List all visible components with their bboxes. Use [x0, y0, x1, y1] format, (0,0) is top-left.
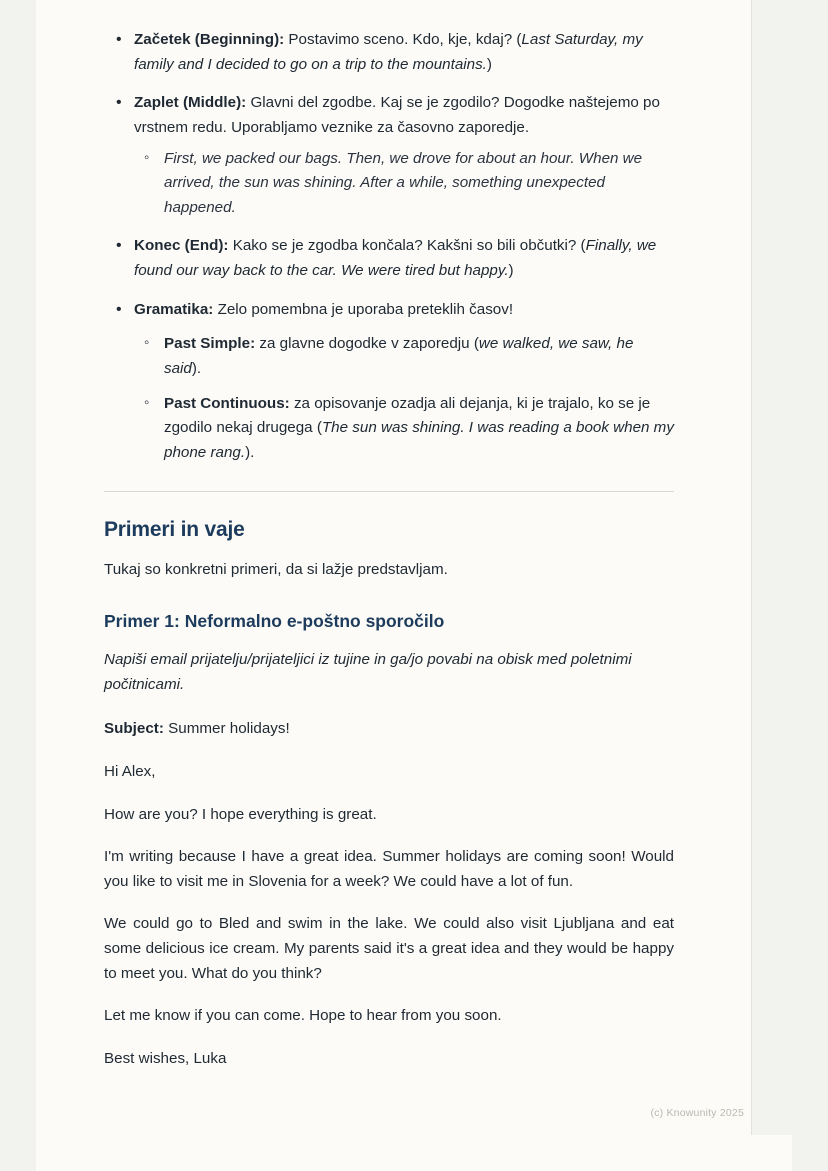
subject-value: Summer holidays!	[163, 720, 290, 738]
text-middle: Glavni del zgodbe. Kaj se je zgodilo? Dogodke naštejemo po vrstnem redu. Uporabljamo veznike za časovno zaporedje.	[134, 94, 660, 136]
list-item-end	[104, 234, 674, 283]
example-middle: First, we packed our bags. Then, we drove for about an hour. When we arrived, the sun was shining. After a while, something unexpected happened.	[164, 149, 643, 216]
list-item-beginning	[104, 28, 674, 77]
term-past-simple: Past Simple:	[164, 335, 256, 353]
term-middle: Zaplet (Middle):	[134, 94, 247, 112]
text-past-simple: za glavne dogodke v zaporedju (	[255, 335, 479, 353]
tail-past-simple: ).	[191, 359, 202, 377]
example-prompt: Napiši email prijatelju/prijateljici iz tujine in ga/jo povabi na obisk med poletnimi počitnicami.	[104, 651, 632, 693]
email-closing: Best wishes, Luka	[104, 1049, 227, 1067]
tail-past-continuous: ).	[245, 443, 255, 461]
tail-beginning: )	[486, 55, 492, 73]
term-beginning: Začetek (Beginning):	[134, 31, 285, 48]
text-beginning: Postavimo sceno. Kdo, kje, kdaj? (	[284, 31, 522, 48]
middle-sublist	[134, 147, 674, 221]
email-paragraph-2: I'm writing because I have a great idea. Summer holidays are coming soon! Would you like to visit me in Slovenia for a week? We could have a lot of fun.	[104, 848, 674, 890]
example-beginning: Last Saturday, my family and I decided to go on a trip to the mountains.	[134, 31, 643, 73]
email-greeting: Hi Alex,	[104, 762, 156, 780]
list-item-middle-example	[134, 147, 674, 221]
section-title: Primeri in vaje	[104, 518, 245, 542]
example-past-simple: we walked, we saw, he said	[164, 335, 634, 377]
example-end: Finally, we found our way back to the car. We were tired but happy.	[134, 237, 657, 279]
document-page	[36, 0, 792, 1171]
term-past-continuous: Past Continuous:	[164, 394, 290, 412]
story-structure-list	[104, 28, 674, 284]
scrollbar-gutter[interactable]	[751, 0, 792, 1135]
text-past-continuous: za opisovanje ozadja ali dejanja, ki je trajalo, ko se je zgodilo nekaj drugega (	[164, 394, 651, 437]
section-divider	[104, 491, 674, 492]
example-past-continuous: The sun was shining. I was reading a book when my phone rang.	[164, 419, 674, 461]
email-paragraph-4: Let me know if you can come. Hope to hear from you soon.	[104, 1007, 502, 1025]
subject-label: Subject:	[104, 720, 164, 738]
text-grammar: Zelo pomembna je uporaba preteklih časov!	[213, 300, 514, 318]
watermark: (c) Knowunity 2025	[650, 1107, 744, 1119]
list-item-grammar	[104, 298, 674, 466]
section-intro: Tukaj so konkretni primeri, da si lažje predstavljam.	[104, 561, 448, 579]
list-item-past-continuous	[134, 392, 674, 466]
term-grammar: Gramatika:	[134, 300, 214, 318]
list-item-past-simple	[134, 332, 674, 381]
tail-end: )	[508, 262, 514, 279]
email-paragraph-3: We could go to Bled and swim in the lake. We could also visit Ljubljana and eat some delicious ice cream. My parents said it's a great idea and they would be happy to meet you. What do you think?	[104, 915, 674, 982]
term-end: Konec (End):	[134, 237, 229, 255]
list-item-middle	[104, 91, 674, 220]
email-paragraph-1: How are you? I hope everything is great.	[104, 805, 377, 823]
email-subject-line	[104, 717, 674, 742]
document-content	[104, 0, 674, 1090]
text-end: Kako se je zgodba končala? Kakšni so bili občutki? (	[228, 237, 586, 255]
grammar-sublist	[134, 332, 674, 465]
grammar-list	[104, 298, 674, 466]
example-title: Primer 1: Neformalno e-poštno sporočilo	[104, 611, 445, 631]
